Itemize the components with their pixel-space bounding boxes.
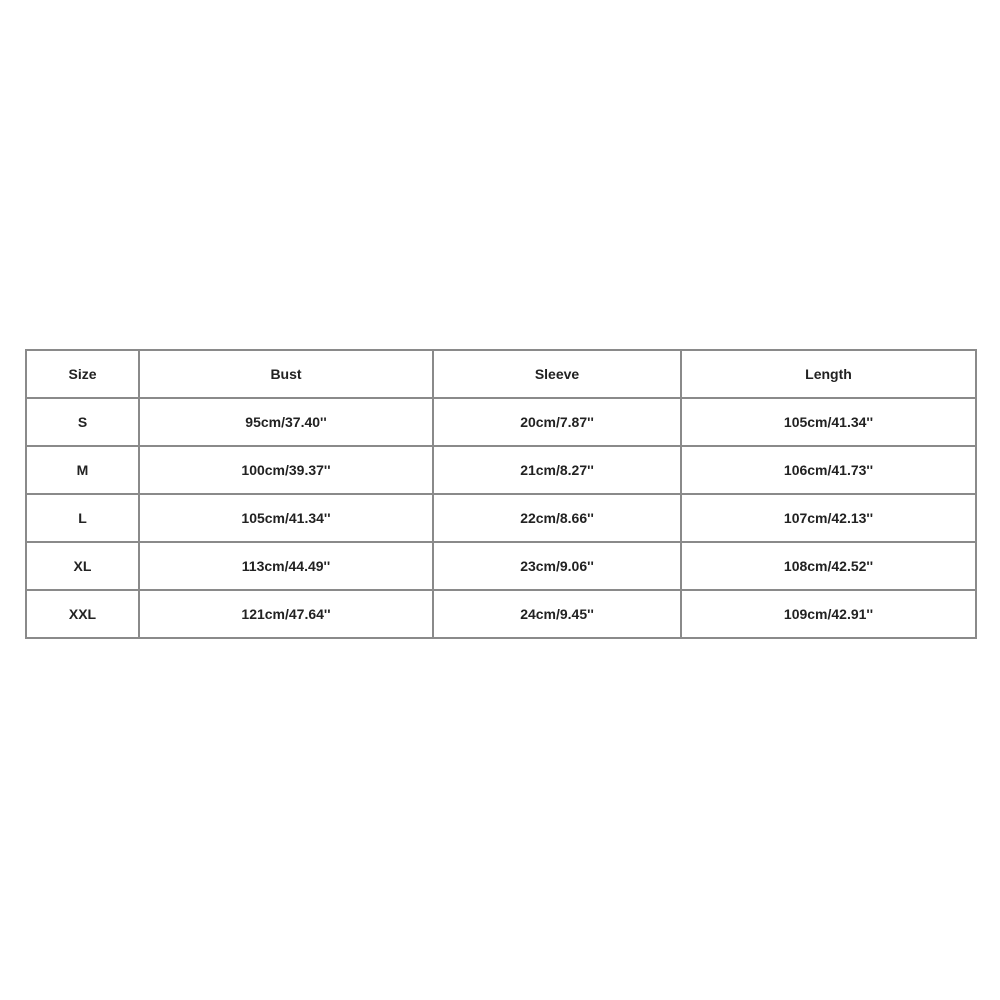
cell-length: 108cm/42.52'' [681, 542, 976, 590]
header-size: Size [26, 350, 139, 398]
table-row [26, 446, 976, 494]
header-row [26, 350, 976, 398]
header-sleeve: Sleeve [433, 350, 681, 398]
table-row [26, 494, 976, 542]
cell-size: XXL [26, 590, 139, 638]
table-row [26, 398, 976, 446]
header-bust: Bust [139, 350, 433, 398]
cell-bust: 105cm/41.34'' [139, 494, 433, 542]
size-chart-table [25, 349, 977, 639]
cell-sleeve: 24cm/9.45'' [433, 590, 681, 638]
cell-sleeve: 23cm/9.06'' [433, 542, 681, 590]
cell-bust: 95cm/37.40'' [139, 398, 433, 446]
table-body [26, 398, 976, 638]
table-row [26, 590, 976, 638]
cell-size: M [26, 446, 139, 494]
cell-length: 106cm/41.73'' [681, 446, 976, 494]
cell-length: 105cm/41.34'' [681, 398, 976, 446]
cell-sleeve: 22cm/8.66'' [433, 494, 681, 542]
table-header [26, 350, 976, 398]
cell-bust: 100cm/39.37'' [139, 446, 433, 494]
cell-size: XL [26, 542, 139, 590]
cell-size: L [26, 494, 139, 542]
cell-size: S [26, 398, 139, 446]
cell-length: 109cm/42.91'' [681, 590, 976, 638]
cell-bust: 121cm/47.64'' [139, 590, 433, 638]
cell-bust: 113cm/44.49'' [139, 542, 433, 590]
cell-sleeve: 20cm/7.87'' [433, 398, 681, 446]
header-length: Length [681, 350, 976, 398]
cell-sleeve: 21cm/8.27'' [433, 446, 681, 494]
table-row [26, 542, 976, 590]
cell-length: 107cm/42.13'' [681, 494, 976, 542]
